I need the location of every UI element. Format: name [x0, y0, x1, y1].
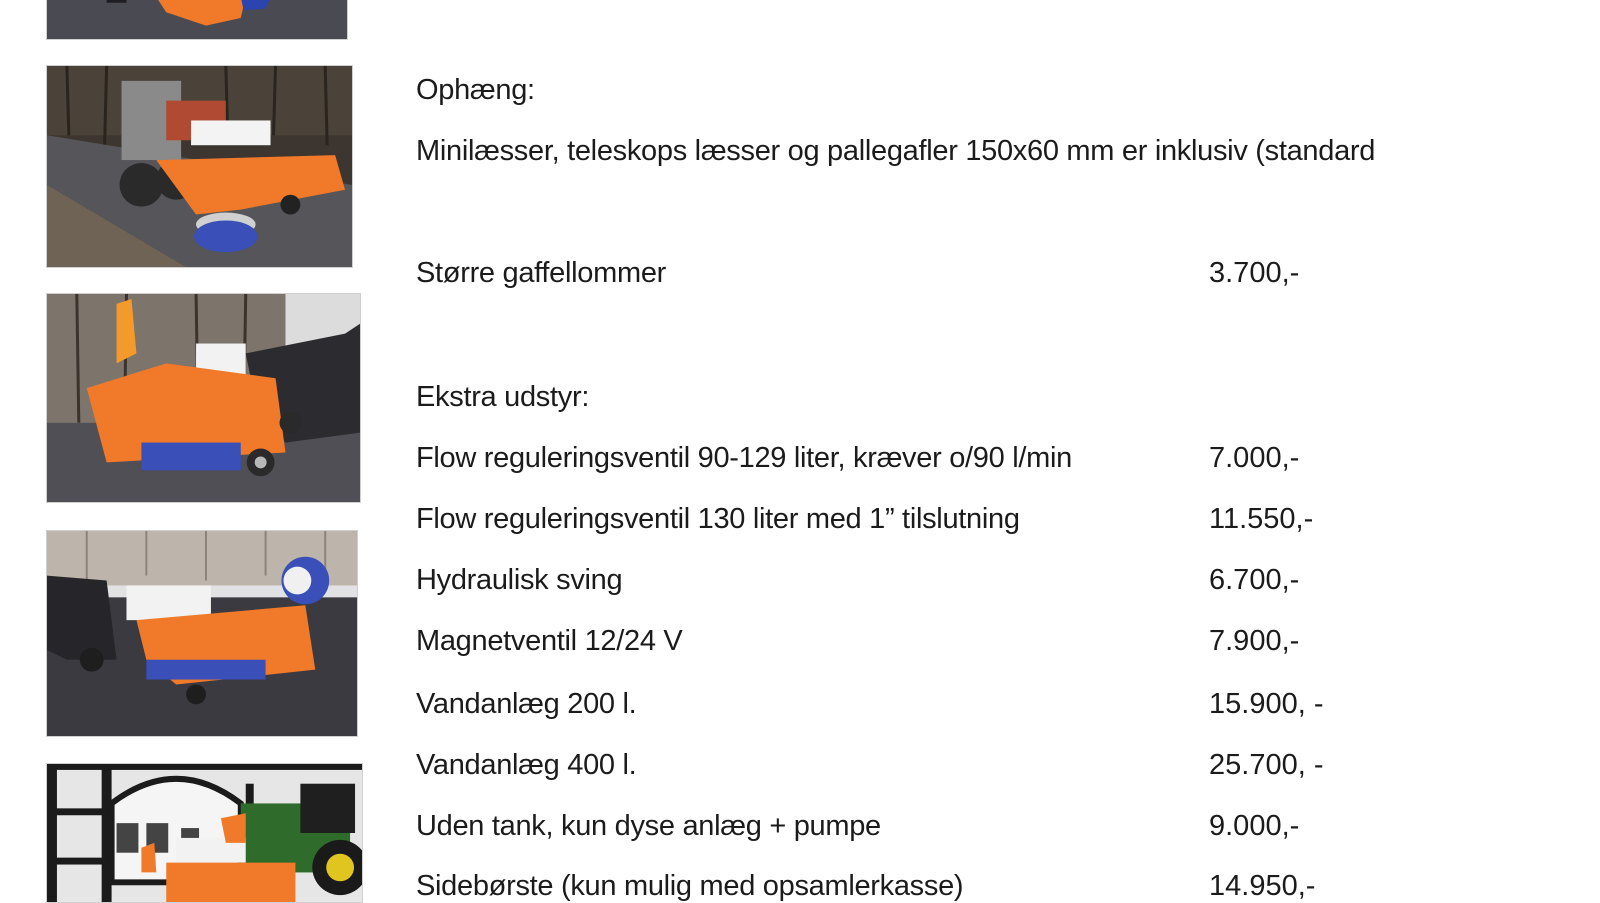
price-row-value: 25.700, - [1209, 749, 1324, 781]
price-row-value: 15.900, - [1209, 688, 1324, 720]
price-row-value: 3.700,- [1209, 257, 1300, 289]
mounting-heading: Ophæng: [416, 74, 535, 106]
sweeper-photo-top-cropped [46, 0, 348, 40]
price-row-value: 14.950,- [1209, 870, 1316, 902]
sweeper-photo-winter [46, 530, 358, 737]
sweeper-photo-flag [46, 293, 361, 503]
sweeper-photo-tractor [46, 763, 363, 903]
price-row-label: Flow reguleringsventil 90-129 liter, kræver o/90 l/min [416, 442, 1072, 474]
price-row-value: 7.000,- [1209, 442, 1300, 474]
price-row-label: Magnetventil 12/24 V [416, 625, 683, 657]
price-row-value: 7.900,- [1209, 625, 1300, 657]
mounting-description: Minilæsser, teleskops læsser og pallegafler 150x60 mm er inklusiv (standard [416, 135, 1376, 167]
price-row-value: 9.000,- [1209, 810, 1300, 842]
price-row-value: 6.700,- [1209, 564, 1300, 596]
sweeper-photo-loader-side-brush [46, 65, 353, 268]
extras-heading: Ekstra udstyr: [416, 381, 590, 413]
price-row-label: Vandanlæg 200 l. [416, 688, 637, 720]
price-row-label: Større gaffellommer [416, 257, 667, 289]
price-row-label: Sidebørste (kun mulig med opsamlerkasse) [416, 870, 964, 902]
price-row-label: Vandanlæg 400 l. [416, 749, 637, 781]
price-row-label: Uden tank, kun dyse anlæg + pumpe [416, 810, 881, 842]
price-row-value: 11.550,- [1209, 503, 1314, 535]
price-row-label: Hydraulisk sving [416, 564, 623, 596]
price-row-label: Flow reguleringsventil 130 liter med 1” tilslutning [416, 503, 1020, 535]
